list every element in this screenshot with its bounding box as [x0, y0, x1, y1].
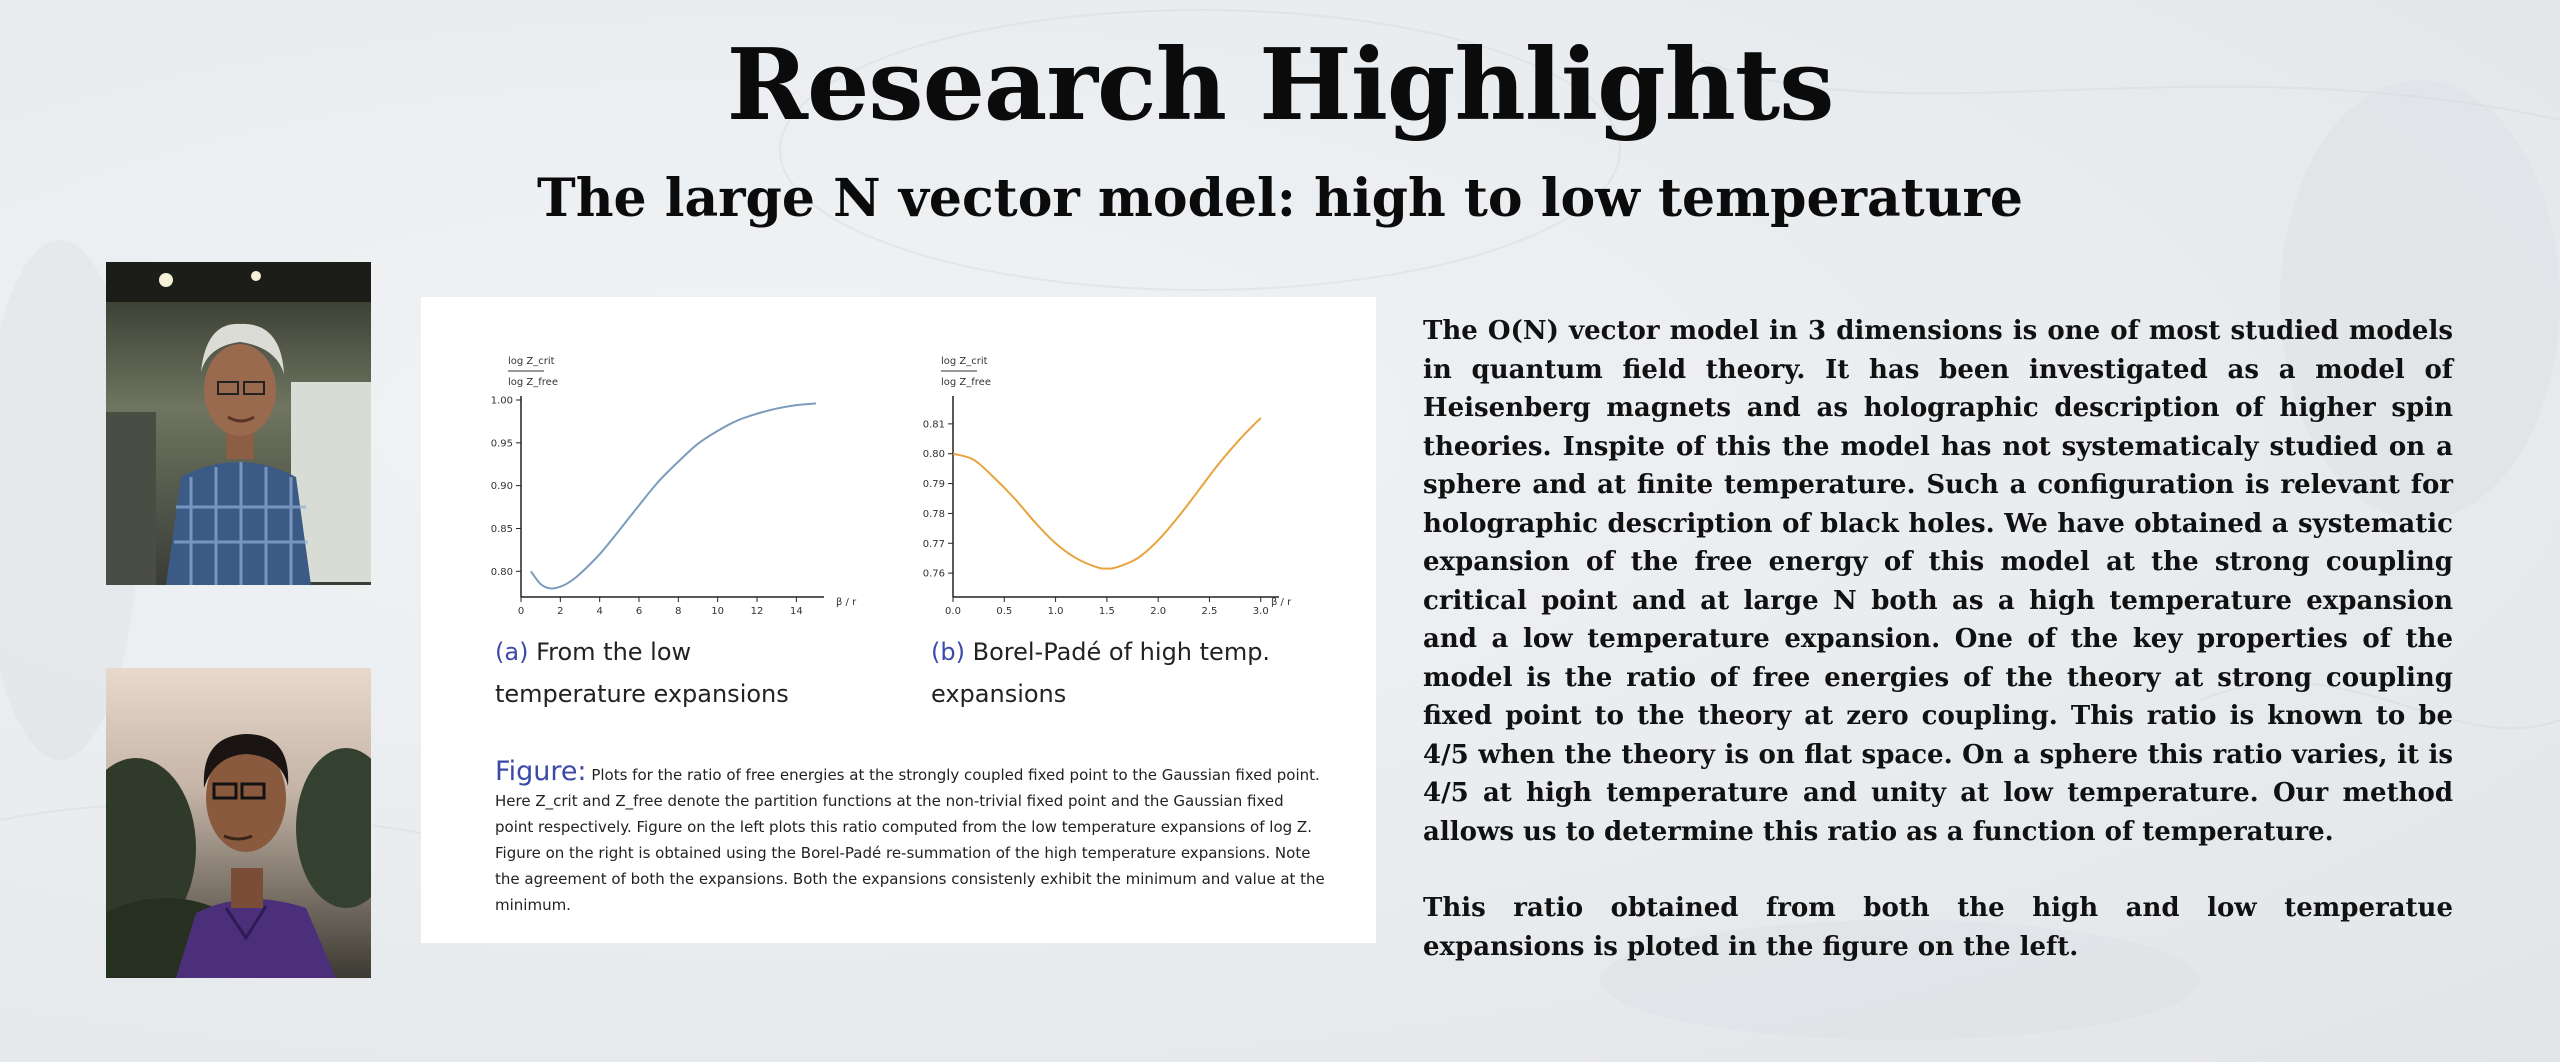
x-tick-label: 12: [750, 606, 764, 617]
x-tick-label: 8: [675, 606, 682, 617]
x-tick-label: 14: [789, 606, 803, 617]
figure-label: Figure:: [495, 756, 587, 787]
x-tick-label: 2.0: [1150, 606, 1167, 617]
y-tick-label: 0.77: [923, 538, 945, 550]
x-tick-label: 1.5: [1098, 606, 1115, 617]
y-tick-label: 0.80: [923, 449, 945, 461]
x-tick-label: 2: [557, 606, 564, 617]
caption-b-text: Borel-Padé of high temp. expansions: [931, 638, 1271, 708]
figure-description: [495, 756, 1325, 918]
y-tick-label: 0.76: [923, 568, 945, 580]
x-tick-label: 3.0: [1252, 606, 1269, 617]
x-tick-label: 4: [596, 606, 603, 617]
x-axis-label: β / r: [1271, 597, 1292, 608]
paragraph-2: This ratio obtained from both the high and low temperatue expansions is ploted in the figure on the left.: [1423, 893, 2453, 962]
page-subtitle: The large N vector model: high to low temperature: [537, 168, 2023, 229]
figure-card: [421, 297, 1376, 943]
researcher-photo-1: [106, 262, 371, 585]
y-tick-label: 0.90: [490, 481, 513, 493]
x-tick-label: 0: [517, 606, 525, 617]
y-tick-label: 0.79: [923, 479, 945, 491]
x-tick-label: 1.0: [1047, 606, 1064, 617]
y-tick-label: 0.78: [923, 508, 945, 520]
chart-borel-pade: [923, 352, 1343, 626]
x-axis-label: β / r: [836, 597, 857, 608]
research-description: [1423, 312, 2453, 966]
x-tick-label: 0.5: [996, 606, 1013, 617]
x-tick-label: 10: [711, 606, 725, 617]
caption-b: [931, 631, 1271, 715]
y-tick-label: 0.80: [490, 566, 513, 578]
paragraph-1: The O(N) vector model in 3 dimensions is one of most studied models in quantum field theory. It has been investigated as a model of Heisenberg magnets and as holographic description of higher spin theories. Inspite of this the model has not systematicaly studied on a sphere and at finite temperature. Such a configuration is relevant for holographic description of black holes. We have obtained a systematic expansion of the free energy of this model at the strong coupling critical point and at large N both as a high temperature expansion and a low temperature expansion. One of the key properties of the model is the ratio of free energies of the theory at strong coupling fixed point to the theory at zero coupling. This ratio is known to be 4/5 when the theory is on flat space. On a sphere this ratio varies, it is 4/5 at high temperature and unity at low temperature. Our method allows us to determine this ratio as a function of temperature.: [1423, 316, 2453, 847]
researcher-photo-2: [106, 668, 371, 978]
y-tick-label: 0.95: [490, 438, 513, 450]
series-line: [953, 418, 1261, 569]
chart-low-temperature: [486, 352, 906, 626]
caption-b-tag: (b): [931, 638, 965, 666]
x-tick-label: 0.0: [945, 606, 961, 617]
figure-description-text: Plots for the ratio of free energies at the strongly coupled fixed point to the Gaussian fixed point. Here Z_crit and Z_free denote the partition functions at the non-trivial fixed point and the Gaussian fixed point respectively. Figure on the left plots this ratio computed from the low temperature expansions of log Z. Figure on the right is obtained using the Borel-Padé re-summation of the high temperature expansions. Note the agreement of both the expansions. Both the expansions consistenly exhibit the minimum and value at the minimum.: [495, 766, 1325, 914]
series-line: [531, 403, 816, 588]
x-tick-label: 2.5: [1201, 606, 1218, 617]
page-title: Research Highlights: [726, 28, 1834, 143]
y-axis-label-numerator: log Z_crit: [941, 356, 988, 367]
y-axis-label-numerator: log Z_crit: [508, 356, 555, 367]
y-axis-label-denominator: log Z_free: [941, 377, 991, 388]
y-tick-label: 0.81: [923, 419, 945, 431]
caption-a: [495, 631, 835, 715]
caption-a-text: From the low temperature expansions: [495, 638, 789, 708]
y-tick-label: 0.85: [490, 523, 513, 535]
y-axis-label-denominator: log Z_free: [508, 377, 558, 388]
caption-a-tag: (a): [495, 638, 529, 666]
y-tick-label: 1.00: [490, 395, 513, 407]
x-tick-label: 6: [635, 606, 643, 617]
